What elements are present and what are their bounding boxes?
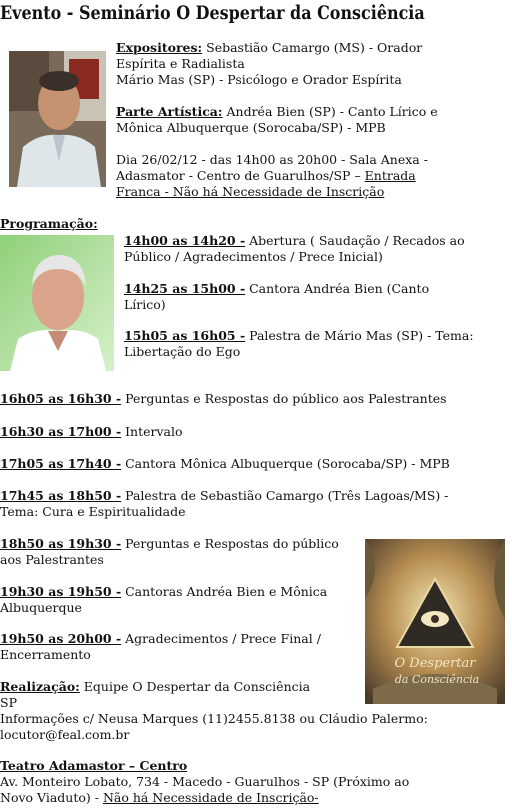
poster-art: [365, 539, 505, 704]
program-item-5: 16h30 as 17h00 - Intervalo: [0, 424, 183, 439]
program-time: 17h05 as 17h40 -: [0, 456, 122, 471]
poster-title-1: O Despertar: [394, 656, 476, 671]
program-item-3: 15h05 as 16h05 - Palestra de Mário Mas (SP) - Tema:: [124, 328, 474, 343]
parte-artistica-line-2: Mônica Albuquerque (Sorocaba/SP) - MPB: [116, 120, 386, 135]
programacao-label: Programação:: [0, 216, 98, 231]
speaker-photo-mario: [0, 235, 114, 371]
program-time: 15h05 as 16h05 -: [124, 328, 246, 343]
realizacao-line-2: SP: [0, 695, 17, 710]
program-item-7-line-2: Tema: Cura e Espiritualidade: [0, 504, 186, 519]
realizacao-line-3: Informações c/ Neusa Marques (11)2455.8138 ou Cláudio Palermo:: [0, 711, 428, 726]
program-time: 16h30 as 17h00 -: [0, 424, 122, 439]
program-time: 19h30 as 19h50 -: [0, 584, 122, 599]
realizacao-label: Realização:: [0, 679, 80, 694]
expositores-line-2: Espírita e Radialista: [116, 56, 245, 71]
teatro-line-1: Av. Monteiro Lobato, 734 - Macedo - Guarulhos - SP (Próximo ao: [0, 774, 410, 789]
data-local-line-2: Adasmator - Centro de Guarulhos/SP – Entrada: [116, 168, 416, 183]
expositores-label: Expositores:: [116, 40, 203, 55]
parte-artistica-label: Parte Artística:: [116, 104, 223, 119]
program-item-4: 16h05 as 16h30 - Perguntas e Respostas do público aos Palestrantes: [0, 391, 447, 406]
parte-artistica-line-1: Parte Artística: Andréa Bien (SP) - Canto Lírico e: [116, 104, 438, 119]
teatro-label: Teatro Adamastor – Centro: [0, 758, 188, 773]
program-item-3-line-2: Libertação do Ego: [124, 344, 241, 359]
program-time: 16h05 as 16h30 -: [0, 391, 122, 406]
program-time: 17h45 as 18h50 -: [0, 488, 122, 503]
program-item-9: 19h30 as 19h50 - Cantoras Andréa Bien e Mônica: [0, 584, 328, 599]
portrait-image: [9, 51, 106, 187]
program-item-10: 19h50 as 20h00 - Agradecimentos / Prece Final /: [0, 631, 321, 646]
program-item-9-line-2: Albuquerque: [0, 600, 82, 615]
expositores-line-3: Mário Mas (SP) - Psicólogo e Orador Espírita: [116, 72, 402, 87]
portrait-image: [0, 235, 114, 371]
program-time: 19h50 as 20h00 -: [0, 631, 122, 646]
event-poster-image: [365, 539, 505, 704]
realizacao-line-4: locutor@feal.com.br: [0, 727, 130, 742]
expositores-line-1: Expositores: Sebastião Camargo (MS) - Orador: [116, 40, 423, 55]
data-local-line-3: Franca - Não há Necessidade de Inscrição: [116, 184, 385, 199]
program-item-8: 18h50 as 19h30 - Perguntas e Respostas do público: [0, 536, 339, 551]
program-item-8-line-2: aos Palestrantes: [0, 552, 104, 567]
poster-title-2: da Consciência: [394, 673, 480, 686]
data-local-line-1: Dia 26/02/12 - das 14h00 as 20h00 - Sala Anexa -: [116, 152, 428, 167]
program-item-1-line-2: Público / Agradecimentos / Prece Inicial): [124, 249, 383, 264]
page-title: Evento - Seminário O Despertar da Consciência: [0, 2, 425, 24]
program-time: 18h50 as 19h30 -: [0, 536, 122, 551]
program-time: 14h00 as 14h20 -: [124, 233, 246, 248]
teatro-line-2: Novo Viaduto) - Não há Necessidade de Inscrição-: [0, 790, 319, 805]
program-time: 14h25 as 15h00 -: [124, 281, 246, 296]
program-item-7: 17h45 as 18h50 - Palestra de Sebastião Camargo (Três Lagoas/MS) -: [0, 488, 449, 503]
program-item-2-line-2: Lírico): [124, 297, 166, 312]
speaker-photo-sebastiao: [9, 51, 106, 187]
realizacao-line-1: Realização: Equipe O Despertar da Consciência: [0, 679, 311, 694]
program-item-10-line-2: Encerramento: [0, 647, 91, 662]
program-item-6: 17h05 as 17h40 - Cantora Mônica Albuquerque (Sorocaba/SP) - MPB: [0, 456, 450, 471]
program-item-1: 14h00 as 14h20 - Abertura ( Saudação / Recados ao: [124, 233, 465, 248]
program-item-2: 14h25 as 15h00 - Cantora Andréa Bien (Canto: [124, 281, 430, 296]
